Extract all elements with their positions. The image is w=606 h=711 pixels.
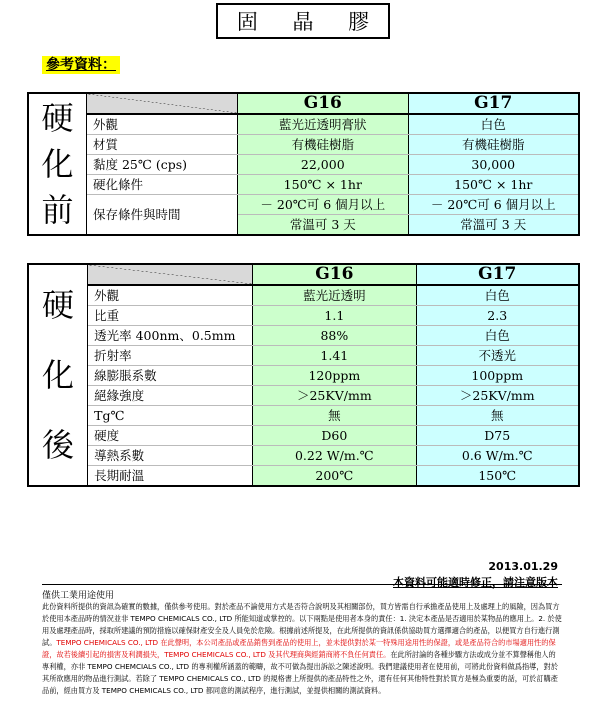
cell-g17: 30,000	[408, 155, 579, 175]
cell-g16: 常溫可 3 天	[238, 215, 408, 236]
col-header-g16: G16	[238, 93, 408, 114]
cell-g17: 有機硅樹脂	[408, 135, 579, 155]
cell-g16: 無	[253, 406, 416, 426]
col-header-g17: G17	[408, 93, 579, 114]
cell-g17: 2.3	[416, 306, 579, 326]
spec-table-after-curing	[27, 263, 580, 487]
row-label: 外觀	[87, 114, 238, 135]
cell-g17: 常溫可 3 天	[408, 215, 579, 236]
revision-notice: 本資料可能適時修正，請注意版本	[393, 576, 558, 589]
disclaimer-title: 僅供工業用途使用	[42, 591, 115, 601]
cell-g17: 不透光	[416, 346, 579, 366]
reference-label: 參考資料：	[42, 56, 120, 74]
table-row	[28, 135, 579, 155]
cell-g16: 有機硅樹脂	[238, 135, 408, 155]
col-header-g17: G17	[416, 264, 579, 285]
cell-g16: 200℃	[253, 466, 416, 487]
cell-g17: ＞25KV/mm	[416, 386, 579, 406]
spec-table-before-curing	[27, 92, 580, 236]
table-row	[28, 114, 579, 135]
table-row	[28, 326, 579, 346]
table-row	[28, 406, 579, 426]
table-row	[28, 386, 579, 406]
page-title: 固 晶 膠	[216, 3, 390, 39]
cell-g16: ＞25KV/mm	[253, 386, 416, 406]
header-corner	[88, 264, 253, 285]
cell-g17: 150℃ × 1hr	[408, 175, 579, 195]
row-label: 硬度	[88, 426, 253, 446]
cell-g17: 白色	[416, 326, 579, 346]
table-row	[28, 346, 579, 366]
header-corner	[87, 93, 238, 114]
table-row	[28, 195, 579, 215]
cell-g17: 白色	[416, 285, 579, 306]
row-label: 硬化條件	[87, 175, 238, 195]
group-label-after: 硬 化 後	[28, 264, 88, 486]
cell-g17: － 20℃可 6 個月以上	[408, 195, 579, 215]
cell-g17: 0.6 W/m.℃	[416, 446, 579, 466]
cell-g17: 100ppm	[416, 366, 579, 386]
table-row	[28, 426, 579, 446]
cell-g16: 120ppm	[253, 366, 416, 386]
cell-g16: － 20℃可 6 個月以上	[238, 195, 408, 215]
disclaimer-part-2: 在此所討論的各種步驟方法或成分並不算聲稱他人的專利權，亦非 TEMPO CHEMCIALS CO., LTD 的專利權所涵蓋的範疇，故不可做為提出訴訟之陳述說明。我們建議使用者在使用前，可將此份資料做爲指導，對於其所欲應用的物品進行測試。若除了 TEMPO CHEMICALS CO., LTD 的規格書上所提供的產品特性之外，還有任何其他特性對於買方是極為重要的話，可於訂購產品前，經由買方及 TEMPO CHEMICALS CO., LTD 都同意的測試程序，進行測試，並提供相關的測試資料。	[42, 650, 558, 695]
table-row	[28, 175, 579, 195]
disclaimer-part-1: 此份資料所提供的資訊為確實的數據，僅供參考使用。對於產品不論使用方式是否符合說明及其相關部份，買方皆需自行承擔產品使用上及處理上的風險，因為買方於使用本產品時的情況並非 TEMPO CHEMICALS CO., LTD 所能知道或掌控的。以下兩點是使用者本身的責任：1. 決定本產品是否適用於某物品的應用上。2. 於使用及處理產品時，採取所建議的預防措施以確保財產安全及人員免於危險。根據前述所提及，在此所提供的資訊係供協助買方選擇適合的產品，以便買方自行進行測試。	[42, 602, 562, 647]
row-label: 比重	[88, 306, 253, 326]
row-label: 黏度 25℃ (cps)	[87, 155, 238, 175]
col-header-g16: G16	[253, 264, 416, 285]
cell-g17: 無	[416, 406, 579, 426]
cell-g16: 0.22 W/m.℃	[253, 446, 416, 466]
table-row	[28, 306, 579, 326]
cell-g17: 白色	[408, 114, 579, 135]
cell-g17: D75	[416, 426, 579, 446]
row-label: 外觀	[88, 285, 253, 306]
row-label: 透光率 400nm、0.5mm	[88, 326, 253, 346]
row-label: 折射率	[88, 346, 253, 366]
row-label: 導熱系數	[88, 446, 253, 466]
disclaimer-text	[42, 601, 562, 697]
table-row	[28, 446, 579, 466]
row-label: 線膨脹系數	[88, 366, 253, 386]
row-label: 保存條件與時間	[87, 195, 238, 236]
table-row	[28, 466, 579, 487]
table-row	[28, 155, 579, 175]
row-label: 長期耐溫	[88, 466, 253, 487]
cell-g16: 22,000	[238, 155, 408, 175]
row-label: Tg℃	[88, 406, 253, 426]
row-label: 材質	[87, 135, 238, 155]
disclaimer-warning: TEMPO CHEMICALS CO., LTD 在此聲明，本公司產品或產品銷售到產品的使用上，並未提供對於某一特殊用途用性的保證，或是產品符合的市場適用性的保證，故若後續引起的損害及利潤損失，TEMPO CHEMICALS CO., LTD 及其代理商與經銷商將不負任何責任。	[42, 638, 556, 659]
cell-g16: 藍光近透明膏狀	[238, 114, 408, 135]
table-row	[28, 366, 579, 386]
table-row	[28, 285, 579, 306]
cell-g16: 150℃ × 1hr	[238, 175, 408, 195]
cell-g17: 150℃	[416, 466, 579, 487]
document-date: 2013.01.29	[488, 560, 558, 573]
cell-g16: 1.41	[253, 346, 416, 366]
cell-g16: D60	[253, 426, 416, 446]
group-label-before: 硬 化 前	[28, 93, 87, 235]
cell-g16: 1.1	[253, 306, 416, 326]
cell-g16: 88%	[253, 326, 416, 346]
row-label: 絕緣強度	[88, 386, 253, 406]
cell-g16: 藍光近透明	[253, 285, 416, 306]
